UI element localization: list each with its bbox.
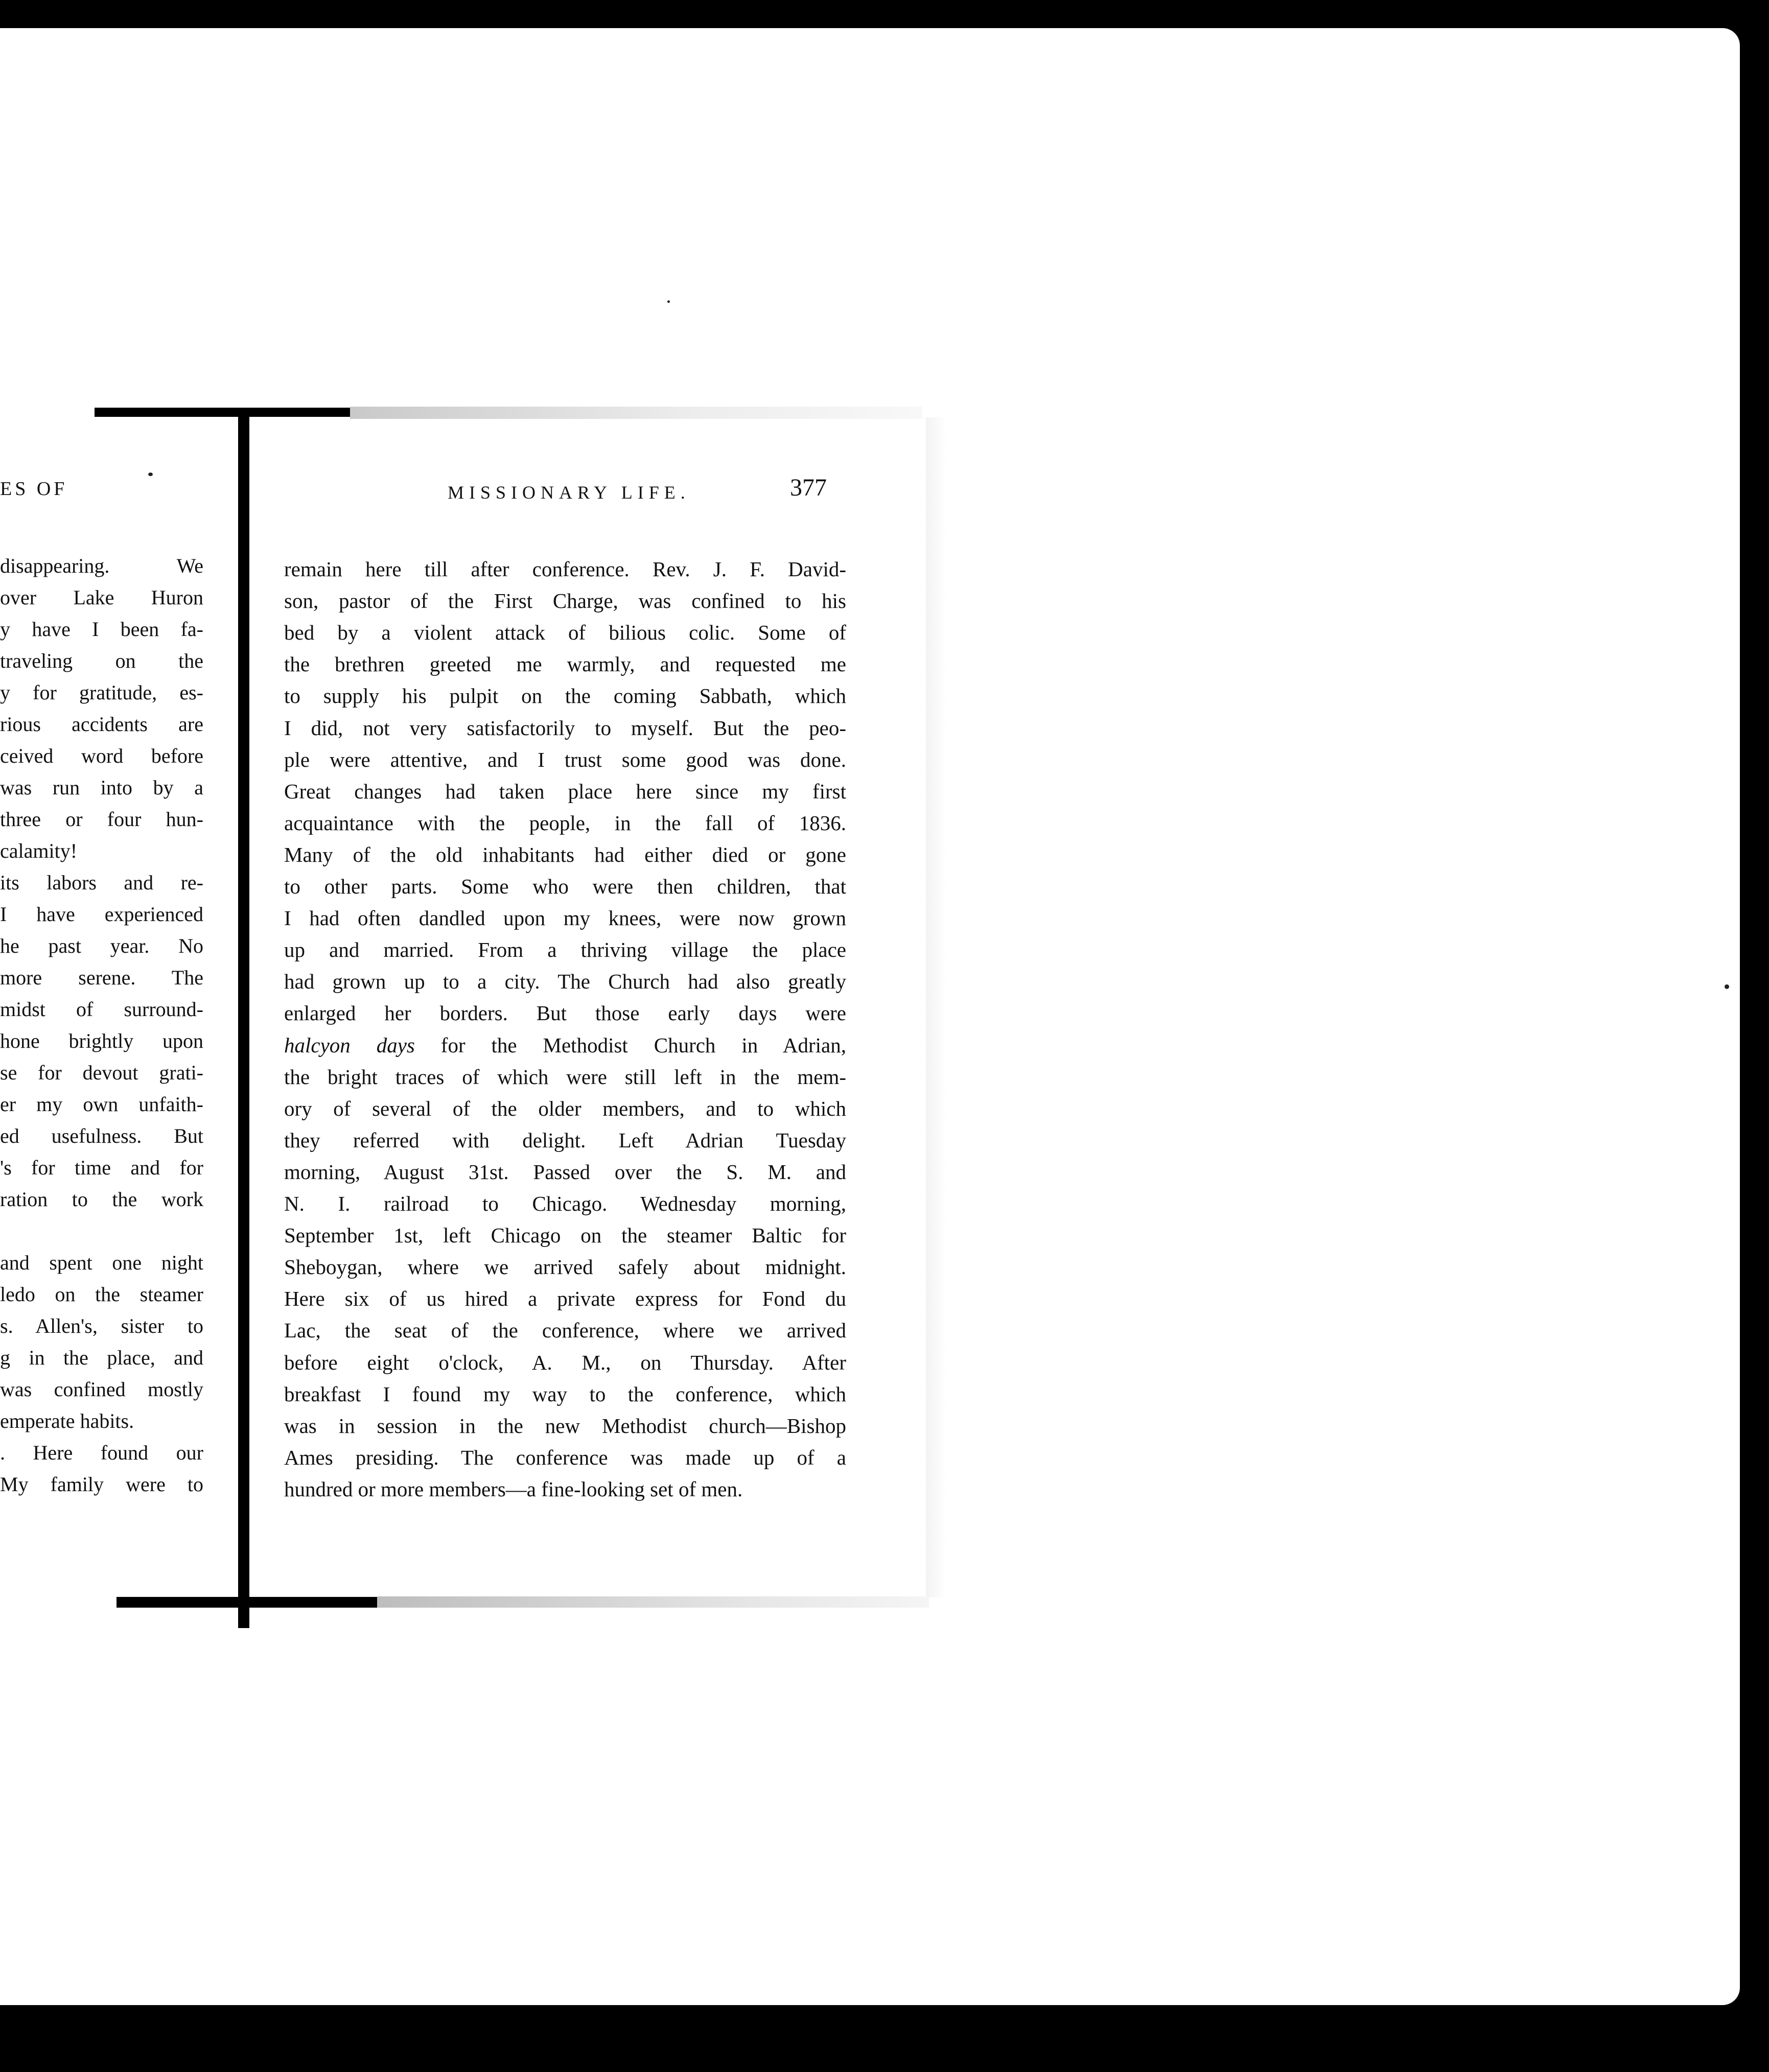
text-span: acquaintance with the people, in the fall of 1836.	[284, 811, 846, 835]
text-span: had grown up to a city. The Church had also greatly	[284, 970, 846, 994]
text-line: rious accidents are	[0, 713, 203, 736]
text-span: they referred with delight. Left Adrian Tuesday	[284, 1128, 846, 1152]
text-line	[284, 775, 846, 807]
text-line	[284, 934, 846, 966]
text-span: I did, not very satisfactorily to myself. But the peo-	[284, 716, 846, 740]
scan-speck	[667, 300, 670, 303]
page-edge-shadow	[926, 417, 946, 1597]
text-line: ceived word before	[0, 744, 203, 767]
italic-phrase: halcyon days	[284, 1033, 415, 1057]
text-line	[284, 680, 846, 712]
text-span: September 1st, left Chicago on the steamer Baltic for	[284, 1223, 846, 1247]
text-line: its labors and re-	[0, 871, 203, 894]
text-span: N. I. railroad to Chicago. Wednesday morning,	[284, 1192, 846, 1215]
text-span: enlarged her borders. But those early days were	[284, 1001, 846, 1025]
text-line: midst of surround-	[0, 998, 203, 1021]
text-line	[284, 1442, 846, 1473]
text-span: ple were attentive, and I trust some good was done.	[284, 747, 846, 771]
text-line: he past year. No	[0, 934, 203, 957]
text-line	[284, 902, 846, 934]
text-line: more serene. The	[0, 966, 203, 989]
text-line	[284, 712, 846, 744]
text-line: calamity!	[0, 839, 78, 862]
text-span: for the Methodist Church in Adrian,	[414, 1033, 846, 1057]
text-line: g in the place, and	[0, 1346, 203, 1369]
scanned-page-spread	[0, 28, 1740, 2005]
text-line	[284, 1124, 846, 1156]
text-line	[284, 1314, 846, 1346]
text-span: the bright traces of which were still left in the mem-	[284, 1065, 846, 1089]
text-line	[284, 1029, 846, 1061]
text-line	[284, 966, 846, 997]
text-line	[284, 744, 846, 775]
text-span: Great changes had taken place here since my first	[284, 779, 846, 803]
text-span: Sheboygan, where we arrived safely about midnight.	[284, 1255, 846, 1279]
text-span: the brethren greeted me warmly, and requested me	[284, 652, 846, 676]
text-line	[284, 617, 846, 648]
text-line: se for devout grati-	[0, 1061, 203, 1084]
text-span: Many of the old inhabitants had either died or gone	[284, 842, 846, 866]
text-span: ory of several of the older members, and to which	[284, 1096, 846, 1120]
text-span: breakfast I found my way to the conference, which	[284, 1382, 846, 1406]
text-line: . Here found our	[0, 1441, 203, 1464]
text-span: up and married. From a thriving village the place	[284, 938, 846, 962]
text-line: disappearing. We	[0, 554, 203, 577]
text-span: before eight o'clock, A. M., on Thursday. After	[284, 1350, 846, 1374]
text-line	[284, 1219, 846, 1251]
text-line	[284, 839, 846, 870]
text-line: ed usefulness. But	[0, 1124, 203, 1147]
text-line	[284, 1410, 846, 1442]
text-line: My family were to	[0, 1473, 203, 1496]
running-head: MISSIONARY LIFE.	[448, 482, 690, 503]
scan-speck	[148, 473, 153, 476]
text-line	[284, 1188, 846, 1219]
text-span: morning, August 31st. Passed over the S. M. and	[284, 1160, 846, 1184]
text-span: Here six of us hired a private express for Fond du	[284, 1287, 846, 1311]
text-line: over Lake Huron	[0, 586, 203, 609]
text-line	[284, 1061, 846, 1093]
text-span: Ames presiding. The conference was made up of a	[284, 1445, 846, 1469]
text-line	[284, 585, 846, 617]
text-line: was run into by a	[0, 776, 203, 799]
text-line	[284, 807, 846, 839]
gutter-black-rule	[238, 415, 249, 1628]
text-line: I have experienced	[0, 903, 203, 926]
page-number: 377	[790, 474, 827, 501]
left-page-fragment	[0, 28, 215, 2005]
text-line	[284, 1378, 846, 1410]
text-line: three or four hun-	[0, 808, 203, 831]
text-line: emperate habits.	[0, 1409, 134, 1432]
text-line: ration to the work	[0, 1188, 203, 1211]
text-span: to supply his pulpit on the coming Sabbath, which	[284, 684, 846, 708]
text-span: son, pastor of the First Charge, was confined to his	[284, 589, 846, 613]
text-line	[284, 553, 846, 585]
text-line	[284, 1156, 846, 1188]
scan-speck	[1725, 984, 1729, 989]
text-span: to other parts. Some who were then children, that	[284, 875, 846, 898]
text-span: I had often dandled upon my knees, were now grown	[284, 906, 846, 930]
text-line	[284, 1347, 846, 1378]
text-line: y for gratitude, es-	[0, 681, 203, 704]
text-line: traveling on the	[0, 649, 203, 672]
text-span: hundred or more members—a fine-looking set of men.	[284, 1477, 743, 1501]
text-line	[284, 648, 846, 680]
text-line: ledo on the steamer	[0, 1283, 203, 1306]
text-line	[284, 1283, 846, 1314]
text-line: was confined mostly	[0, 1378, 203, 1401]
text-span: was in session in the new Methodist church—Bishop	[284, 1414, 846, 1438]
text-line: hone brightly upon	[0, 1029, 203, 1052]
left-running-head: ES OF	[0, 478, 68, 500]
text-line: er my own unfaith-	[0, 1093, 203, 1116]
text-line: and spent one night	[0, 1251, 203, 1274]
text-span: bed by a violent attack of bilious colic. Some of	[284, 621, 846, 645]
text-span: remain here till after conference. Rev. J. F. David-	[284, 557, 846, 581]
text-line	[284, 870, 846, 902]
text-line	[284, 1473, 846, 1505]
text-line: s. Allen's, sister to	[0, 1314, 203, 1337]
right-page	[284, 28, 851, 2005]
text-line: y have I been fa-	[0, 618, 203, 641]
text-line	[284, 1093, 846, 1124]
text-line	[284, 1251, 846, 1283]
text-line: 's for time and for	[0, 1156, 203, 1179]
text-line	[284, 997, 846, 1029]
text-span: Lac, the seat of the conference, where we arrived	[284, 1318, 846, 1343]
